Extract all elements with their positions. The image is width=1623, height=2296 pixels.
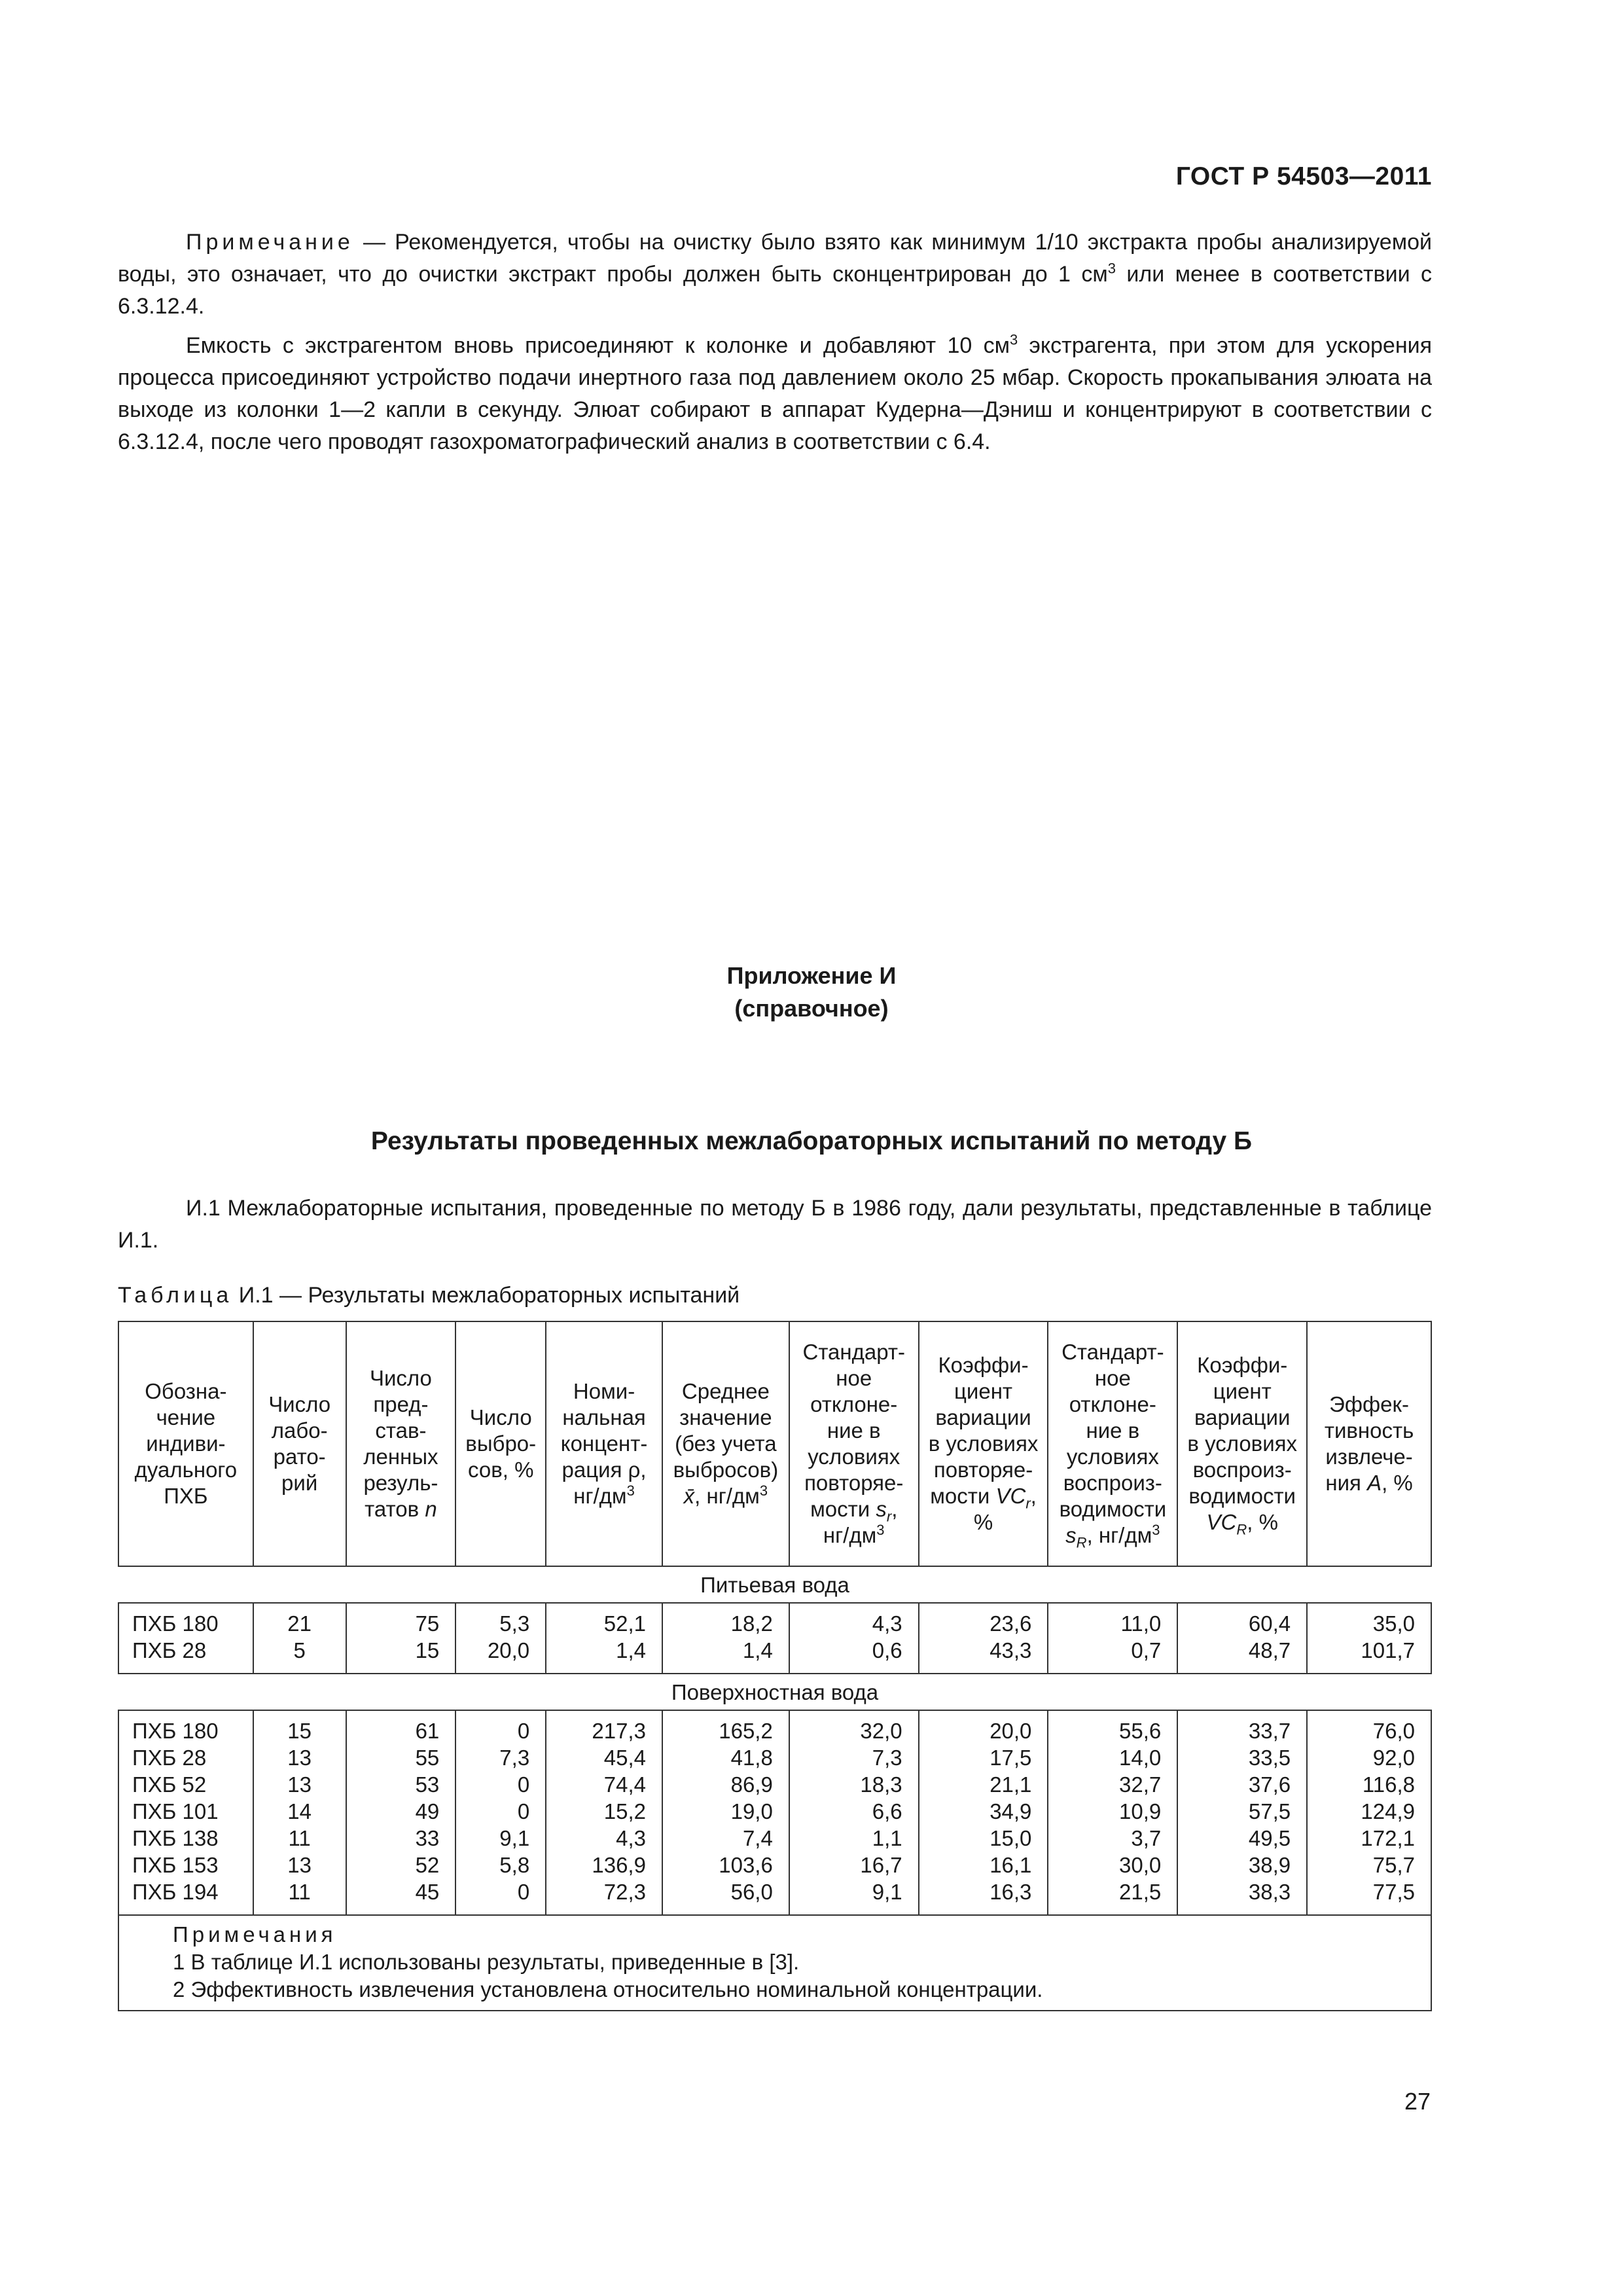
appendix-title: Приложение И: [726, 962, 897, 989]
header-nominal-concentration: Номи- нальная концент- рация ρ, $нг/дм^3$: [546, 1321, 662, 1566]
pcb-name-cell: ПХБ 194: [118, 1878, 253, 1915]
body-paragraph-part1: Емкость с экстрагентом вновь присоединяют к колонке и добавляют 10 см: [186, 333, 1010, 358]
table-cell: 45: [346, 1878, 456, 1915]
table-cell: 48,7: [1177, 1637, 1307, 1674]
table-cell: 116,8: [1307, 1771, 1431, 1798]
pcb-name-cell: ПХБ 28: [118, 1637, 253, 1674]
table-row: [118, 1637, 1431, 1674]
table-cell: 53: [346, 1771, 456, 1798]
note-item: 1 В таблице И.1 использованы результаты, приведенные в [3].: [173, 1950, 800, 1974]
table-cell: 32,7: [1048, 1771, 1177, 1798]
table-cell: 38,9: [1177, 1852, 1307, 1878]
table-cell: 34,9: [919, 1798, 1048, 1825]
table-cell: 17,5: [919, 1744, 1048, 1771]
table-cell: 49: [346, 1798, 456, 1825]
section-header-row: [118, 1566, 1431, 1603]
table-cell: 0: [455, 1798, 546, 1825]
table-cell: 21,1: [919, 1771, 1048, 1798]
header-repeatability-cv: Коэффи- циент вариации в условиях повторяе- мости $VC_r$, %: [919, 1321, 1048, 1566]
pcb-name-cell: ПХБ 180: [118, 1710, 253, 1744]
header-repeatability-sd: Стандарт- ное отклоне- ние в условиях повторяе- мости $s_r$, $нг/дм^3$: [789, 1321, 919, 1566]
section-name: Поверхностная вода: [118, 1674, 1431, 1710]
table-cell: 49,5: [1177, 1825, 1307, 1852]
appendix-subtitle: (справочное): [734, 995, 889, 1022]
note-label: Примечание: [186, 230, 354, 255]
note-text-part1: — Рекомендуется, чтобы на очистку было взято как минимум 1/10 экстракта пробы анализируемой воды, это означает, что до очистки экстракт пробы должен быть сконцентрирован до 1 см: [118, 230, 1432, 287]
table-cell: 0,7: [1048, 1637, 1177, 1674]
note-text-part2: или менее в соответствии с 6.3.12.4.: [118, 262, 1432, 319]
header-results-count: Число пред- став- ленных резуль- татов n: [346, 1321, 456, 1566]
table-cell: 15,2: [546, 1798, 662, 1825]
section-title: Результаты проведенных межлабораторных испытаний по методу Б: [370, 1127, 1253, 1155]
table-cell: 1,1: [789, 1825, 919, 1852]
table-caption: [118, 1283, 740, 1308]
header-pcb-designation: Обозна- чение индиви- дуального ПХБ: [118, 1321, 253, 1566]
table-cell: 74,4: [546, 1771, 662, 1798]
header-mean-value: Среднее значение (без учета выбросов) x̄, $нг/дм^3$: [662, 1321, 789, 1566]
table-cell: 11,0: [1048, 1603, 1177, 1637]
table-cell: 3,7: [1048, 1825, 1177, 1852]
table-cell: 4,3: [546, 1825, 662, 1852]
table-cell: 4,3: [789, 1603, 919, 1637]
body-paragraph: [118, 330, 1432, 458]
header-lab-count: Число лабо- рато- рий: [253, 1321, 346, 1566]
table-cell: 75: [346, 1603, 456, 1637]
body-paragraph-part2: экстрагента, при этом для ускорения процесса присоединяют устройство подачи инертного газа под давлением около 25 мбар. Скорость прокапывания элюата на выходе из колонки 1—2 капли в секунду. Элюат собирают в аппарат Кудерна—Дэниш и концентрируют в соответствии с 6.3.12.4, после чего проводят газохроматографический анализ в соответствии с 6.4.: [118, 333, 1433, 454]
table-cell: 15: [346, 1637, 456, 1674]
table-caption-text: И.1 — Результаты межлабораторных испытаний: [232, 1283, 740, 1308]
table-cell: 55,6: [1048, 1710, 1177, 1744]
header-extraction-efficiency: Эффек- тивность извлече- ния A, %: [1307, 1321, 1431, 1566]
pcb-name-cell: ПХБ 52: [118, 1771, 253, 1798]
table-cell: 19,0: [662, 1798, 789, 1825]
document-id: ГОСТ Р 54503—2011: [1175, 162, 1432, 190]
table-cell: 23,6: [919, 1603, 1048, 1637]
table-cell: 6,6: [789, 1798, 919, 1825]
intro-paragraph: И.1 Межлабораторные испытания, проведенные по методу Б в 1986 году, дали результаты, представленные в таблице И.1.: [118, 1196, 1432, 1253]
table-cell: 0: [455, 1878, 546, 1915]
notes-title: Примечания: [173, 1922, 337, 1946]
table-cell: 101,7: [1307, 1637, 1431, 1674]
table-cell: 38,3: [1177, 1878, 1307, 1915]
table-cell: 7,3: [789, 1744, 919, 1771]
table-cell: 76,0: [1307, 1710, 1431, 1744]
table-row: [118, 1771, 1431, 1798]
table-cell: 0,6: [789, 1637, 919, 1674]
table-caption-label: Таблица: [118, 1283, 233, 1308]
table-cell: 13: [253, 1771, 346, 1798]
table-cell: 7,4: [662, 1825, 789, 1852]
table-cell: 1,4: [546, 1637, 662, 1674]
table-cell: 35,0: [1307, 1603, 1431, 1637]
table-cell: 92,0: [1307, 1744, 1431, 1771]
pcb-name-cell: ПХБ 180: [118, 1603, 253, 1637]
table-cell: 14: [253, 1798, 346, 1825]
table-cell: 21: [253, 1603, 346, 1637]
table-cell: 11: [253, 1878, 346, 1915]
pcb-name-cell: ПХБ 153: [118, 1852, 253, 1878]
table-cell: 33,7: [1177, 1710, 1307, 1744]
table-cell: 61: [346, 1710, 456, 1744]
table-cell: 45,4: [546, 1744, 662, 1771]
table-cell: 0: [455, 1771, 546, 1798]
table-cell: 5,8: [455, 1852, 546, 1878]
table-cell: 60,4: [1177, 1603, 1307, 1637]
table-cell: 37,6: [1177, 1771, 1307, 1798]
table-cell: 16,7: [789, 1852, 919, 1878]
table-cell: 5: [253, 1637, 346, 1674]
table-cell: 55: [346, 1744, 456, 1771]
table-cell: 103,6: [662, 1852, 789, 1878]
note-paragraph: [118, 226, 1432, 323]
table-cell: 52,1: [546, 1603, 662, 1637]
table-row: [118, 1852, 1431, 1878]
table-row: [118, 1825, 1431, 1852]
table-row: [118, 1878, 1431, 1915]
table-cell: 13: [253, 1744, 346, 1771]
table-cell: 18,3: [789, 1771, 919, 1798]
section-name: Питьевая вода: [118, 1566, 1431, 1603]
table-cell: 20,0: [455, 1637, 546, 1674]
header-reproducibility-sd: Стандарт- ное отклоне- ние в условиях воспроиз- водимости $s_R$, $нг/дм^3$: [1048, 1321, 1177, 1566]
table-cell: 13: [253, 1852, 346, 1878]
table-cell: 136,9: [546, 1852, 662, 1878]
table-notes-row: [118, 1915, 1431, 2011]
table-cell: 15,0: [919, 1825, 1048, 1852]
pcb-name-cell: ПХБ 28: [118, 1744, 253, 1771]
table-cell: 124,9: [1307, 1798, 1431, 1825]
table-cell: 217,3: [546, 1710, 662, 1744]
table-cell: 14,0: [1048, 1744, 1177, 1771]
table-row: [118, 1603, 1431, 1637]
table-row: [118, 1710, 1431, 1744]
table-cell: 16,1: [919, 1852, 1048, 1878]
note-item: 2 Эффективность извлечения установлена относительно номинальной концентрации.: [173, 1977, 1043, 2001]
body-paragraph-sup: 3: [1009, 331, 1018, 348]
table-cell: 57,5: [1177, 1798, 1307, 1825]
table-header-row: [118, 1321, 1431, 1566]
table-cell: 33,5: [1177, 1744, 1307, 1771]
pcb-name-cell: ПХБ 101: [118, 1798, 253, 1825]
results-table: [118, 1321, 1432, 2011]
table-row: [118, 1744, 1431, 1771]
table-cell: 72,3: [546, 1878, 662, 1915]
header-outliers: Число выбро- сов, %: [455, 1321, 546, 1566]
table-cell: 0: [455, 1710, 546, 1744]
table-cell: 11: [253, 1825, 346, 1852]
table-cell: 1,4: [662, 1637, 789, 1674]
table-cell: 21,5: [1048, 1878, 1177, 1915]
table-row: [118, 1798, 1431, 1825]
section-header-row: [118, 1674, 1431, 1710]
table-cell: 52: [346, 1852, 456, 1878]
pcb-name-cell: ПХБ 138: [118, 1825, 253, 1852]
table-cell: 10,9: [1048, 1798, 1177, 1825]
page-number: 27: [1404, 2088, 1431, 2115]
table-cell: 18,2: [662, 1603, 789, 1637]
table-cell: 16,3: [919, 1878, 1048, 1915]
table-cell: 9,1: [789, 1878, 919, 1915]
table-cell: 165,2: [662, 1710, 789, 1744]
table-cell: 86,9: [662, 1771, 789, 1798]
table-cell: 33: [346, 1825, 456, 1852]
table-cell: 15: [253, 1710, 346, 1744]
table-cell: 172,1: [1307, 1825, 1431, 1852]
table-notes: [118, 1915, 1431, 2011]
table-cell: 5,3: [455, 1603, 546, 1637]
table-cell: 56,0: [662, 1878, 789, 1915]
table-cell: 7,3: [455, 1744, 546, 1771]
table-cell: 30,0: [1048, 1852, 1177, 1878]
table-cell: 9,1: [455, 1825, 546, 1852]
table-cell: 41,8: [662, 1744, 789, 1771]
table-cell: 77,5: [1307, 1878, 1431, 1915]
table-cell: 32,0: [789, 1710, 919, 1744]
table-cell: 20,0: [919, 1710, 1048, 1744]
header-reproducibility-cv: Коэффи- циент вариации в условиях воспроиз- водимости $VC_R$, %: [1177, 1321, 1307, 1566]
table-cell: 43,3: [919, 1637, 1048, 1674]
table-cell: 75,7: [1307, 1852, 1431, 1878]
note-sup: 3: [1107, 260, 1116, 277]
